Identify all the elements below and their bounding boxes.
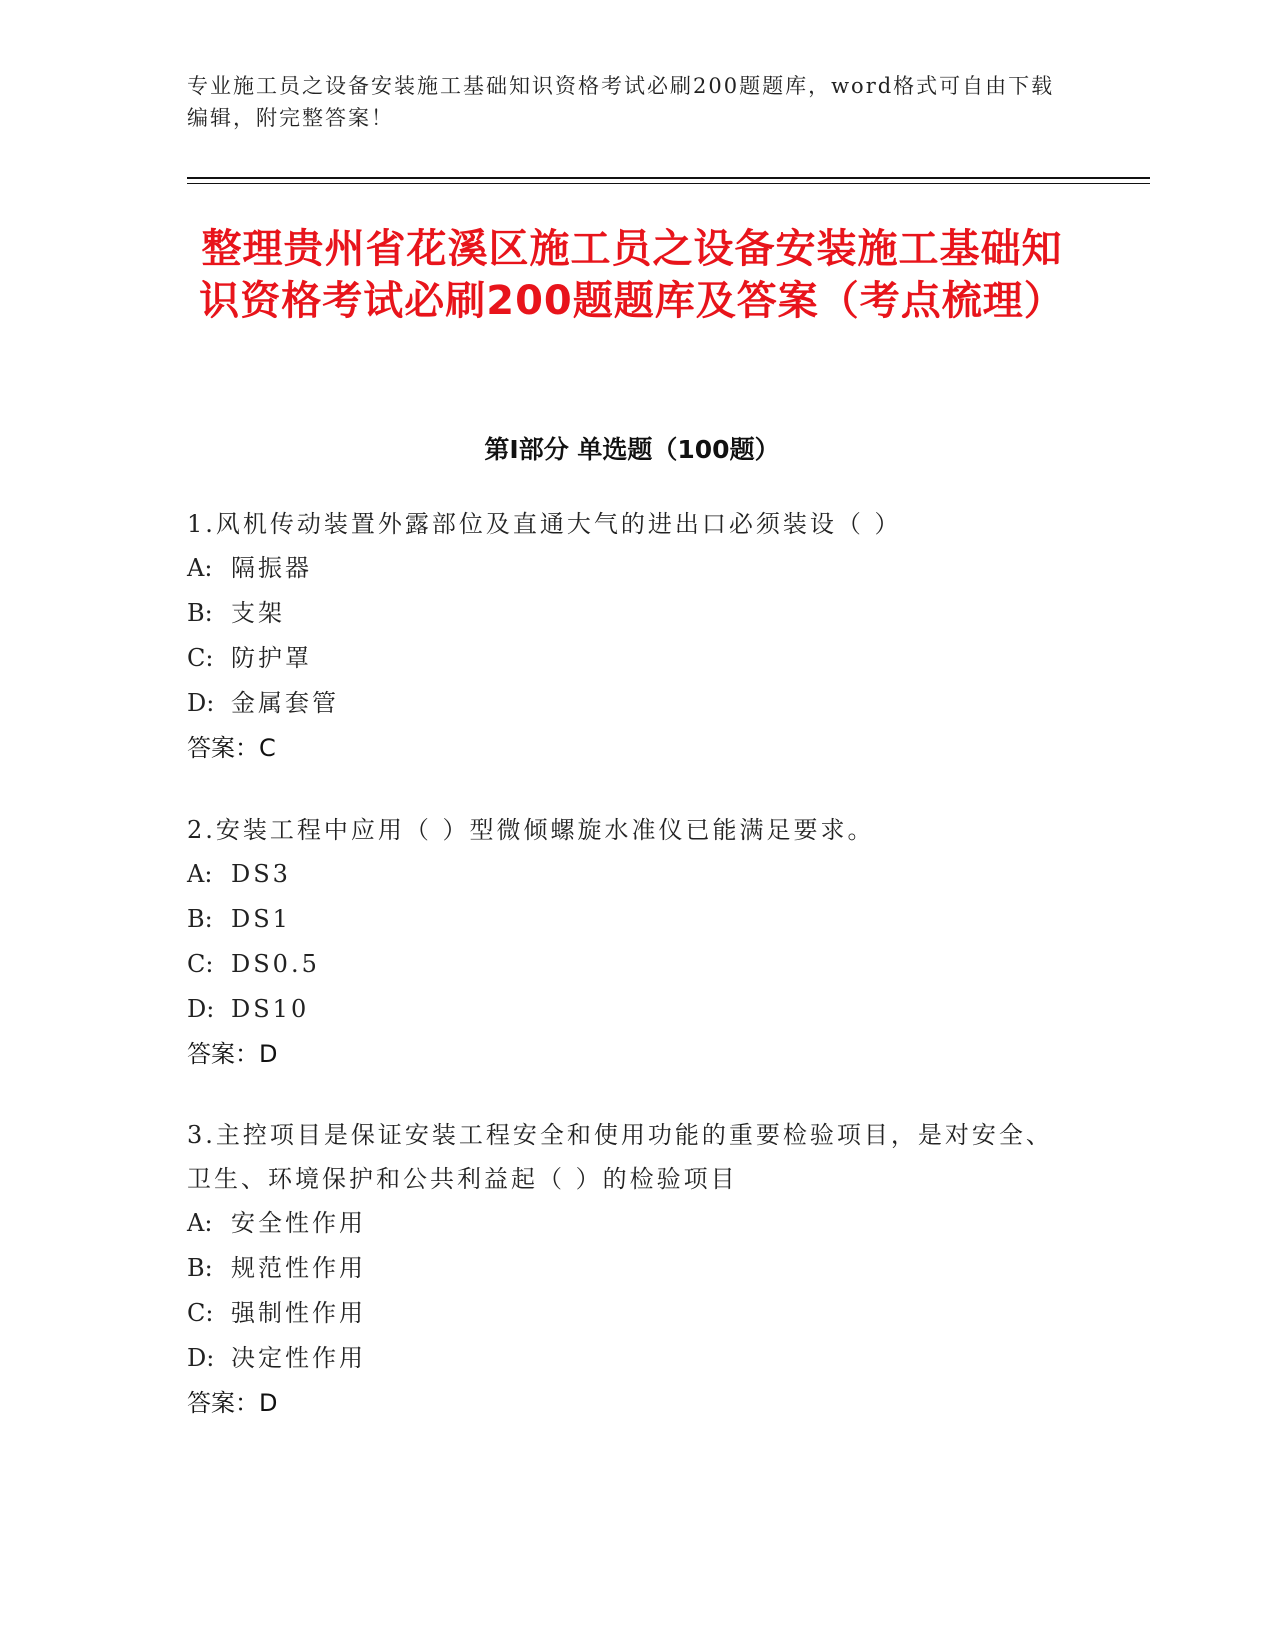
question-stem: 3.主控项目是保证安装工程安全和使用功能的重要检验项目，是对安全、卫生、环境保护和公共利益起（ ）的检验项目 <box>187 1121 1053 1193</box>
answer-line: 答案：D <box>187 1040 278 1068</box>
question-stem: 2.安装工程中应用（ ）型微倾螺旋水准仪已能满足要求。 <box>187 816 875 844</box>
option-text: 决定性作用 <box>231 1344 366 1372</box>
option-text: 隔振器 <box>231 554 312 582</box>
option-letter: C: <box>187 1299 214 1327</box>
option-letter: A: <box>187 860 213 888</box>
option-text: 安全性作用 <box>231 1209 366 1237</box>
option-letter: A: <box>187 1209 213 1237</box>
option-letter: C: <box>187 644 214 672</box>
option-text: 支架 <box>231 599 285 627</box>
option-b <box>187 591 1067 636</box>
answer-line: 答案：C <box>187 734 276 762</box>
option-b <box>187 1246 1067 1291</box>
option-letter: D: <box>187 995 215 1023</box>
option-text: DS10 <box>231 995 310 1023</box>
document-title: 整理贵州省花溪区施工员之设备安装施工基础知识资格考试必刷200题题库及答案（考点梳理） <box>199 226 1065 324</box>
option-letter: B: <box>187 599 213 627</box>
option-text: 防护罩 <box>231 644 312 672</box>
header-divider-thin <box>187 183 1150 184</box>
option-a <box>187 1201 1067 1246</box>
option-text: 金属套管 <box>231 689 339 717</box>
option-letter: C: <box>187 950 214 978</box>
question-3 <box>187 1113 1067 1426</box>
option-text: DS3 <box>231 860 291 888</box>
option-a <box>187 852 1067 897</box>
header-divider-thick <box>187 177 1150 179</box>
question-2 <box>187 808 1067 1077</box>
section-heading: 第Ⅰ部分 单选题（100题） <box>484 435 780 464</box>
option-text: 规范性作用 <box>231 1254 366 1282</box>
option-d <box>187 1336 1067 1381</box>
option-letter: D: <box>187 1344 215 1372</box>
answer-line: 答案：D <box>187 1389 278 1417</box>
option-letter: B: <box>187 905 213 933</box>
option-letter: D: <box>187 689 215 717</box>
option-b <box>187 897 1067 942</box>
option-c <box>187 942 1067 987</box>
option-c <box>187 636 1067 681</box>
option-text: 强制性作用 <box>231 1299 366 1327</box>
question-1 <box>187 502 1067 771</box>
option-a <box>187 546 1067 591</box>
option-letter: B: <box>187 1254 213 1282</box>
question-stem: 1.风机传动装置外露部位及直通大气的进出口必须装设（ ） <box>187 510 902 538</box>
option-text: DS0.5 <box>231 950 320 978</box>
option-d <box>187 681 1067 726</box>
option-letter: A: <box>187 554 213 582</box>
header-note: 专业施工员之设备安装施工基础知识资格考试必刷200题题库，word格式可自由下载编辑，附完整答案！ <box>187 74 1055 130</box>
option-text: DS1 <box>231 905 291 933</box>
option-c <box>187 1291 1067 1336</box>
option-d <box>187 987 1067 1032</box>
